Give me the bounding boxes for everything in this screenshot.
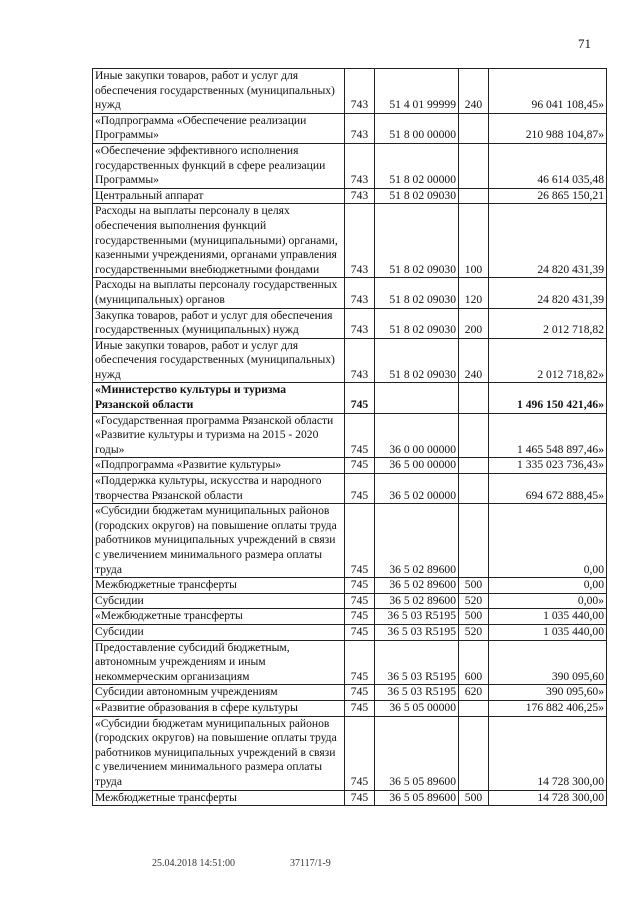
row-expense-type bbox=[459, 458, 489, 474]
row-expense-type: 500 bbox=[459, 609, 489, 625]
row-name: «Подпрограмма «Обеспечение реализации Программы» bbox=[93, 113, 345, 143]
row-expense-type bbox=[459, 700, 489, 716]
table-row bbox=[93, 458, 607, 474]
table-row bbox=[93, 716, 607, 790]
row-amount: 24 820 431,39 bbox=[489, 278, 607, 308]
row-name: «Подпрограмма «Развитие культуры» bbox=[93, 458, 345, 474]
row-amount: 26 865 150,21 bbox=[489, 188, 607, 204]
row-name: Субсидии bbox=[93, 593, 345, 609]
row-expense-type: 100 bbox=[459, 204, 489, 278]
row-name: «Развитие образования в сфере культуры bbox=[93, 700, 345, 716]
row-amount: 390 095,60 bbox=[489, 640, 607, 685]
table-row bbox=[93, 278, 607, 308]
row-admin-code: 743 bbox=[345, 338, 375, 383]
row-amount: 210 988 104,87» bbox=[489, 113, 607, 143]
row-name: Предоставление субсидий бюджетным, автономным учреждениям и иным некоммерческим организациям bbox=[93, 640, 345, 685]
row-amount: 96 041 108,45» bbox=[489, 69, 607, 114]
table-row bbox=[93, 143, 607, 188]
row-admin-code: 745 bbox=[345, 640, 375, 685]
row-expense-type bbox=[459, 716, 489, 790]
row-name: Закупка товаров, работ и услуг для обеспечения государственных (муниципальных) нужд bbox=[93, 308, 345, 338]
row-admin-code: 745 bbox=[345, 504, 375, 578]
row-target-article: 36 5 03 R5195 bbox=[375, 609, 459, 625]
row-amount: 1 496 150 421,46» bbox=[489, 383, 607, 413]
row-target-article: 36 5 02 89600 bbox=[375, 578, 459, 594]
row-expense-type: 500 bbox=[459, 578, 489, 594]
row-name: Межбюджетные трансферты bbox=[93, 790, 345, 806]
row-target-article: 51 8 02 09030 bbox=[375, 188, 459, 204]
row-target-article: 51 8 02 00000 bbox=[375, 143, 459, 188]
page-number: 71 bbox=[578, 36, 591, 51]
row-admin-code: 745 bbox=[345, 609, 375, 625]
row-admin-code: 745 bbox=[345, 593, 375, 609]
row-target-article: 51 8 02 09030 bbox=[375, 308, 459, 338]
row-admin-code: 745 bbox=[345, 458, 375, 474]
row-admin-code: 745 bbox=[345, 790, 375, 806]
row-target-article bbox=[375, 383, 459, 413]
row-name: «Межбюджетные трансферты bbox=[93, 609, 345, 625]
row-target-article: 36 5 05 89600 bbox=[375, 716, 459, 790]
row-name: Иные закупки товаров, работ и услуг для обеспечения государственных (муниципальных) нужд bbox=[93, 338, 345, 383]
row-expense-type bbox=[459, 474, 489, 504]
row-expense-type: 620 bbox=[459, 685, 489, 701]
row-target-article: 51 4 01 99999 bbox=[375, 69, 459, 114]
row-target-article: 51 8 02 09030 bbox=[375, 338, 459, 383]
row-name: Иные закупки товаров, работ и услуг для обеспечения государственных (муниципальных) нужд bbox=[93, 69, 345, 114]
table-row bbox=[93, 640, 607, 685]
row-name: «Субсидии бюджетам муниципальных районов (городских округов) на повышение оплаты труда работников муниципальных учреждений в связи с увеличением минимального размера оплаты труда bbox=[93, 716, 345, 790]
row-amount: 14 728 300,00 bbox=[489, 790, 607, 806]
table-row bbox=[93, 474, 607, 504]
row-name: «Поддержка культуры, искусства и народного творчества Рязанской области bbox=[93, 474, 345, 504]
row-name: Центральный аппарат bbox=[93, 188, 345, 204]
row-target-article: 36 0 00 00000 bbox=[375, 413, 459, 458]
table-row bbox=[93, 188, 607, 204]
row-name: Субсидии bbox=[93, 624, 345, 640]
row-admin-code: 745 bbox=[345, 474, 375, 504]
row-admin-code: 745 bbox=[345, 624, 375, 640]
row-amount: 2 012 718,82» bbox=[489, 338, 607, 383]
row-amount: 1 465 548 897,46» bbox=[489, 413, 607, 458]
row-expense-type: 240 bbox=[459, 338, 489, 383]
row-name: «Министерство культуры и туризма Рязанской области bbox=[93, 383, 345, 413]
table-row bbox=[93, 413, 607, 458]
row-target-article: 36 5 03 R5195 bbox=[375, 685, 459, 701]
row-target-article: 36 5 03 R5195 bbox=[375, 624, 459, 640]
budget-table bbox=[92, 68, 607, 806]
row-admin-code: 743 bbox=[345, 204, 375, 278]
row-amount: 0,00 bbox=[489, 578, 607, 594]
row-amount: 1 035 440,00 bbox=[489, 609, 607, 625]
row-target-article: 36 5 05 89600 bbox=[375, 790, 459, 806]
table-row bbox=[93, 790, 607, 806]
row-expense-type: 240 bbox=[459, 69, 489, 114]
row-expense-type bbox=[459, 504, 489, 578]
table-row bbox=[93, 338, 607, 383]
table-row bbox=[93, 204, 607, 278]
row-target-article: 36 5 02 00000 bbox=[375, 474, 459, 504]
footer-doc-code: 37117/1-9 bbox=[290, 858, 331, 869]
row-expense-type bbox=[459, 413, 489, 458]
row-admin-code: 745 bbox=[345, 716, 375, 790]
table-row bbox=[93, 308, 607, 338]
row-expense-type: 600 bbox=[459, 640, 489, 685]
row-amount: 2 012 718,82 bbox=[489, 308, 607, 338]
row-target-article: 36 5 03 R5195 bbox=[375, 640, 459, 685]
row-expense-type bbox=[459, 143, 489, 188]
row-name: Расходы на выплаты персоналу государственных (муниципальных) органов bbox=[93, 278, 345, 308]
row-admin-code: 743 bbox=[345, 188, 375, 204]
row-target-article: 51 8 02 09030 bbox=[375, 278, 459, 308]
row-admin-code: 745 bbox=[345, 578, 375, 594]
table-row bbox=[93, 113, 607, 143]
table-row bbox=[93, 504, 607, 578]
row-expense-type bbox=[459, 113, 489, 143]
row-name: Субсидии автономным учреждениям bbox=[93, 685, 345, 701]
row-expense-type: 520 bbox=[459, 624, 489, 640]
row-amount: 1 335 023 736,43» bbox=[489, 458, 607, 474]
row-expense-type bbox=[459, 188, 489, 204]
row-name: «Государственная программа Рязанской области «Развитие культуры и туризма на 2015 - 2020 годы» bbox=[93, 413, 345, 458]
row-name: Межбюджетные трансферты bbox=[93, 578, 345, 594]
row-amount: 176 882 406,25» bbox=[489, 700, 607, 716]
row-amount: 694 672 888,45» bbox=[489, 474, 607, 504]
row-amount: 46 614 035,48 bbox=[489, 143, 607, 188]
table-row bbox=[93, 69, 607, 114]
table-row bbox=[93, 609, 607, 625]
table-row bbox=[93, 578, 607, 594]
row-admin-code: 743 bbox=[345, 143, 375, 188]
row-name: Расходы на выплаты персоналу в целях обеспечения выполнения функций государственными (муниципальными) органами, казенными учреждениями, органами управления государственными внебюджетными фондами bbox=[93, 204, 345, 278]
footer-timestamp: 25.04.2018 14:51:00 bbox=[152, 858, 236, 869]
row-name: «Обеспечение эффективного исполнения государственных функций в сфере реализации Программы» bbox=[93, 143, 345, 188]
row-target-article: 36 5 05 00000 bbox=[375, 700, 459, 716]
row-admin-code: 743 bbox=[345, 113, 375, 143]
table-row bbox=[93, 685, 607, 701]
row-target-article: 36 5 02 89600 bbox=[375, 504, 459, 578]
table-row bbox=[93, 593, 607, 609]
row-expense-type: 200 bbox=[459, 308, 489, 338]
row-target-article: 36 5 00 00000 bbox=[375, 458, 459, 474]
row-expense-type: 500 bbox=[459, 790, 489, 806]
row-admin-code: 745 bbox=[345, 383, 375, 413]
row-expense-type bbox=[459, 383, 489, 413]
row-admin-code: 745 bbox=[345, 700, 375, 716]
row-amount: 24 820 431,39 bbox=[489, 204, 607, 278]
row-admin-code: 743 bbox=[345, 308, 375, 338]
row-target-article: 36 5 02 89600 bbox=[375, 593, 459, 609]
table-row bbox=[93, 700, 607, 716]
row-amount: 390 095,60» bbox=[489, 685, 607, 701]
row-amount: 14 728 300,00 bbox=[489, 716, 607, 790]
table-row bbox=[93, 383, 607, 413]
row-amount: 0,00 bbox=[489, 504, 607, 578]
row-admin-code: 745 bbox=[345, 413, 375, 458]
row-name: «Субсидии бюджетам муниципальных районов (городских округов) на повышение оплаты труда работников муниципальных учреждений в связи с увеличением минимального размера оплаты труда bbox=[93, 504, 345, 578]
row-target-article: 51 8 02 09030 bbox=[375, 204, 459, 278]
row-amount: 1 035 440,00 bbox=[489, 624, 607, 640]
row-target-article: 51 8 00 00000 bbox=[375, 113, 459, 143]
row-amount: 0,00» bbox=[489, 593, 607, 609]
row-admin-code: 745 bbox=[345, 685, 375, 701]
row-admin-code: 743 bbox=[345, 278, 375, 308]
table-row bbox=[93, 624, 607, 640]
row-expense-type: 120 bbox=[459, 278, 489, 308]
row-admin-code: 743 bbox=[345, 69, 375, 114]
budget-table-body bbox=[93, 69, 607, 806]
row-expense-type: 520 bbox=[459, 593, 489, 609]
